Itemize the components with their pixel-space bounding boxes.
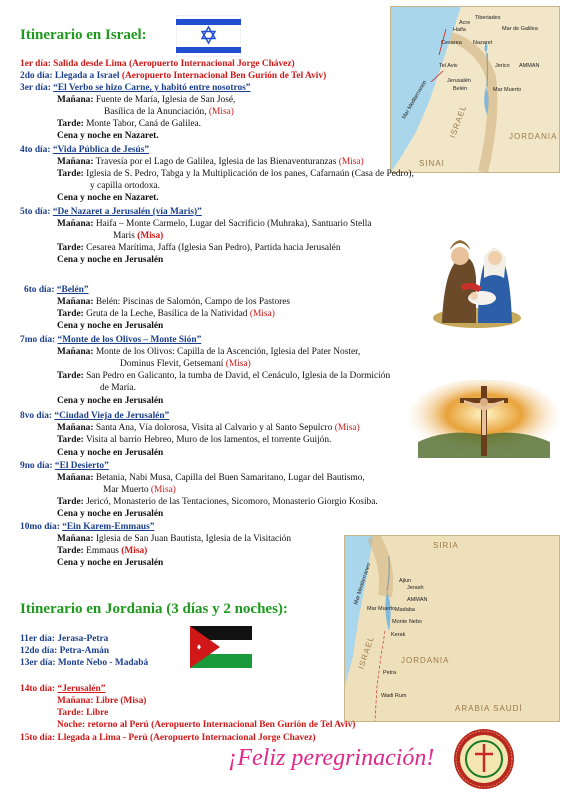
misa: (Misa) [338,157,364,167]
label: Tarde: [57,371,84,381]
label: Tarde: [57,119,84,129]
day-theme: “Monte de los Olivos – Monte Sión” [57,335,202,345]
map-label: Mar Muerto [493,87,522,93]
text: Cesarea Marítima, Jaffa (Iglesia San Pedro), Partida hacia Jerusalén [86,243,341,253]
holy-family-image [432,228,522,328]
text: Visita al barrio Hebreo, Muro de los lamentos, el torrente Guijón. [85,435,332,445]
misa: (Misa) [137,231,164,241]
map-label: AMMAN [519,63,540,69]
day-lead: 2do día: Llegada a Israel [20,71,122,81]
map-label: SIRIA [433,541,459,550]
label: Mañana: [57,219,94,229]
day-lead: 9no día: [20,461,55,471]
day-text: (Aeropuerto Internacional Jorge Chavez) [149,733,316,743]
text: Haifa – Monte Carmelo, Lugar del Sacrificio (Muhraka), Santuario Stella [95,219,372,229]
text: Emmaus [86,546,122,556]
jordania-title: Itinerario en Jordania (3 días y 2 noches): [20,601,288,617]
cena: Cena y noche en Jerusalén [57,321,164,331]
cena: Cena y noche en Jerusalén [57,509,164,519]
d6-manana [57,297,290,308]
israel-title: Itinerario en Israel: [20,27,147,43]
day-15 [20,733,316,744]
d14-noche [57,720,355,731]
d4-tarde-2: y capilla ortodoxa. [90,181,161,191]
day-10 [20,522,154,533]
misa: (Misa) [208,107,234,117]
misa: (Misa) [249,309,275,319]
day-theme: “Belén” [56,285,89,295]
map-label: Belén [453,86,468,92]
label: Tarde: [57,243,84,253]
day-lead: 14to día: [20,684,58,694]
d7-manana [57,347,360,358]
label: Mañana: [57,423,94,433]
day-5 [20,207,202,218]
d4-manana [57,157,364,168]
label: Mañana: [57,297,94,307]
text: Gruta de la Leche, Basílica de la Natividad [86,309,250,319]
jordan-day: 12do día: Petra-Amán [20,646,110,656]
label: Mañana: [57,534,94,544]
label: Mañana: [57,157,94,167]
d3-manana [57,95,235,106]
day-theme: “Vida Pública de Jesús” [52,145,150,155]
day-8 [20,411,169,422]
d5-manana [57,219,372,230]
d9-manana [57,473,365,484]
map-label: Tel Aviv [439,63,458,69]
map-label: Jerico [495,63,510,69]
text: Belén: Piscinas de Salomón, Campo de los Pastores [95,297,291,307]
day-lead: 6to día: [24,285,57,295]
day-theme: “De Nazaret a Jerusalén (vía Maris)” [52,207,202,217]
label: Tarde: [57,708,84,718]
label: Mañana: [57,95,94,105]
label: Mañana: [57,473,94,483]
d9-manana-2 [103,485,176,496]
text: Mar Muerto [103,485,151,495]
d4-tarde [57,169,414,180]
day-lead: 1er día: [20,59,54,69]
d14-tarde [57,708,108,719]
map-label: Ajlun [399,578,412,584]
text: Dominus Flevit, Getsemaní [120,359,226,369]
map-label: Tiberiades [475,15,501,21]
map-label: Mar de Galilea [502,26,538,32]
text: retorno al Perú (Aeropuerto Internacional Ben Gurión de Tel Aviv) [87,720,356,730]
map-label: Cesarea [441,40,462,46]
d9-tarde [57,497,378,508]
text: Maris [113,231,138,241]
text: Santa Ana, Vía dolorosa, Visita al Calvario y al Santo Sepulcro [95,423,335,433]
jordan-map [344,535,560,722]
d5-manana-2 [113,231,163,242]
map-label: AMMAN [407,597,428,603]
map-label: Jerusalén [447,78,471,84]
label: Noche: [57,720,88,730]
map-label: Madaba [395,607,415,613]
day-text: Salida desde Lima (Aeropuerto Internacional Jorge Chávez) [53,59,295,69]
text: San Pedro en Galicanto, la tumba de David, el Cenáculo, Iglesia de la Dormición [86,371,391,381]
day-theme: “El Desierto” [54,461,109,471]
map-label: Kerak [391,632,406,638]
map-label: Monte Nebo [392,619,422,625]
map-label: SINAI [419,159,445,168]
text: Betania, Nabi Musa, Capilla del Buen Samaritano, Lugar del Bautismo, [95,473,365,483]
cena: Cena y noche en Nazaret. [57,131,159,141]
day-lead: 8vo día: [20,411,55,421]
d7-tarde-2: de María. [100,383,136,393]
text: Travesía por el Lago de Galilea, Iglesia de las Bienaventuranzas [95,157,339,167]
map-label: Haifa [453,27,466,33]
d8-manana [57,423,360,434]
cena: Cena y noche en Nazaret. [57,193,159,203]
day-theme: “Ein Karem-Emmaus” [62,522,155,532]
jordan-day: 13er día: Monte Nebo - Madabá [20,658,149,668]
cena: Cena y noche en Jerusalén [57,558,164,568]
day-lead: 7mo día: [20,335,58,345]
text: Basílica de la Anunciación, [104,107,209,117]
day-theme: “Jerusalén” [57,684,106,694]
misa: (Misa) [334,423,360,433]
day-lead: 4to día: [20,145,53,155]
day-lead: 15to día: Llegada a Lima - Perú [20,733,150,743]
d5-tarde [57,243,341,254]
day-theme: “Ciudad Vieja de Jerusalén” [54,411,170,421]
text: Monte de los Olivos: Capilla de la Ascención, Iglesia del Pater Noster, [95,347,361,357]
cena: Cena y noche en Jerusalén [57,255,164,265]
map-label: Mar Muerto [367,606,396,612]
text: Iglesia de S. Pedro, Tabga y la Multiplicación de los panes, Cafarnaún (Casa de Pedro), [86,169,414,179]
map-label: ISRAEL [356,634,376,671]
day-6 [24,285,89,296]
map-label: ARABIA SAUDÍ [455,704,523,713]
label: Tarde: [57,309,84,319]
crucifix-image [408,380,560,458]
day-7 [20,335,201,346]
institution-seal [453,728,515,790]
d3-manana-2 [104,107,234,118]
map-label: JORDANIA [509,132,558,141]
d6-tarde [57,309,275,320]
day-lead: 10mo día: [20,522,63,532]
day-9 [20,461,109,472]
misa: (Misa) [150,485,176,495]
label: Tarde: [57,546,84,556]
day-theme: “El Verbo se hizo Carne, y habitó entre nosotros” [53,83,251,93]
feliz-peregrinacion: ¡Feliz peregrinación! [228,745,435,771]
misa: (Misa) [225,359,251,369]
map-label: Acre [459,20,471,26]
map-label: Mar Mediterraneo [353,562,373,606]
day-2 [20,71,326,82]
text: Fuente de María, Iglesia de San José, [95,95,236,105]
israel-map [390,6,560,173]
map-label: Jerash [407,585,424,591]
cena: Cena y noche en Jerusalén [57,448,164,458]
text: Jericó, Monasterio de las Tentaciones, Sicomoro, Monasterio Giorgio Kosiba. [86,497,378,507]
day-lead: 3er día: [20,83,54,93]
text: Libre (Misa) [95,696,147,706]
israel-flag [176,15,241,57]
text: Iglesia de San Juan Bautista, Iglesia de la Visitación [95,534,292,544]
text: Libre [86,708,109,718]
day-4 [20,145,149,156]
day-14 [20,684,105,695]
d7-tarde [57,371,390,382]
map-label: Petra [383,670,397,676]
text: Monte Tabor, Caná de Galilea. [86,119,201,129]
cena: Cena y noche en Jerusalén [57,396,164,406]
map-label: JORDANIA [401,656,450,665]
label: Tarde: [57,169,84,179]
label: Tarde: [57,435,84,445]
d7-manana-2 [120,359,251,370]
jordan-day: 11er día: Jerasa-Petra [20,634,109,644]
d8-tarde [57,435,331,446]
misa: (Misa) [121,546,148,556]
d3-tarde [57,119,201,130]
day-3 [20,83,250,94]
day-1 [20,59,295,70]
day-text: (Aeropuerto Internacional Ben Gurión de Tel Aviv) [121,71,327,81]
label: Mañana: [57,696,94,706]
map-label: Wadi Rum [381,693,407,699]
label: Tarde: [57,497,84,507]
d10-manana [57,534,291,545]
map-label: Nazaret [473,40,493,46]
map-label: Mar Mediterraneo [401,79,429,121]
d10-tarde [57,546,147,557]
jordan-flag [190,626,252,668]
map-label: ISRAEL [448,103,469,140]
d14-manana [57,696,146,707]
label: Mañana: [57,347,94,357]
day-lead: 5to día: [20,207,53,217]
